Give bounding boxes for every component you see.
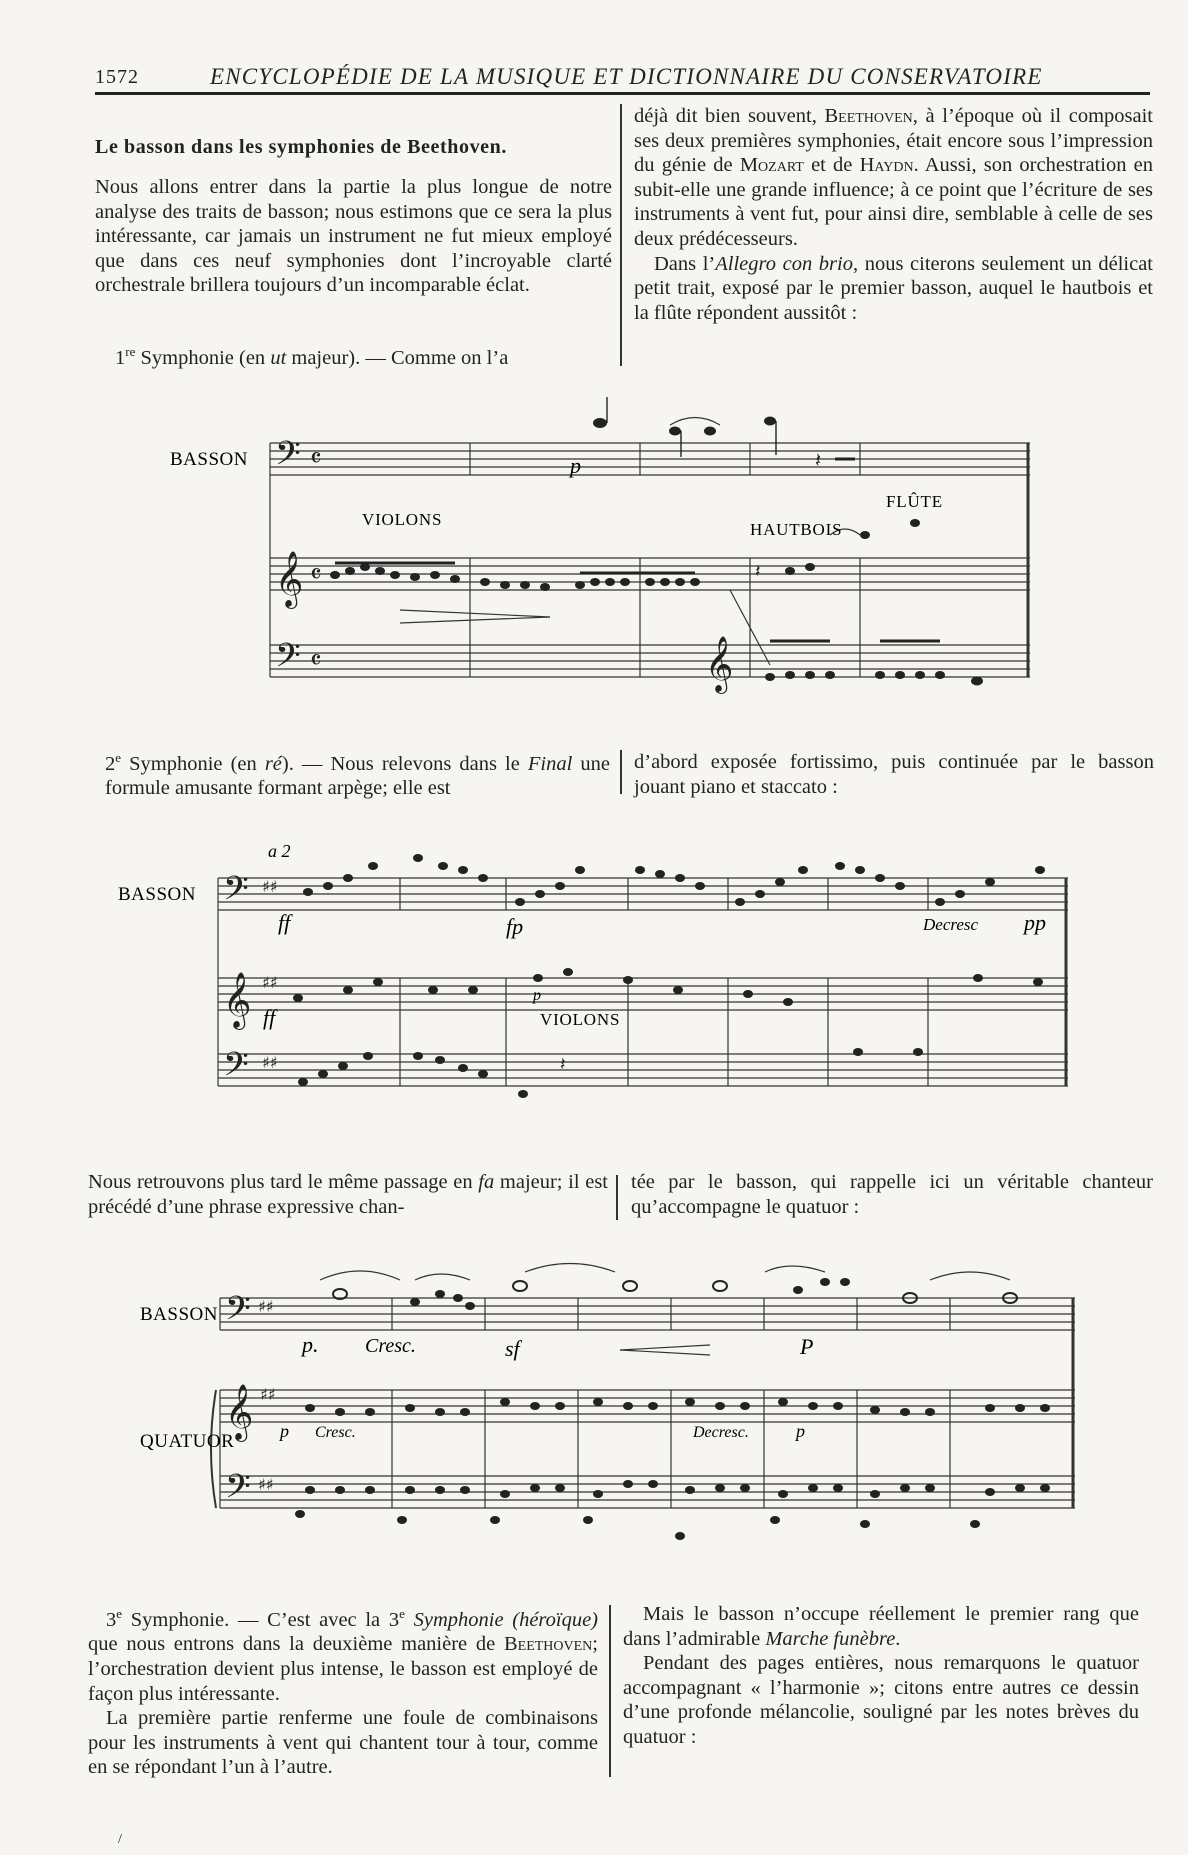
- s2c: ). — Nous relevons dans le: [281, 752, 528, 775]
- passage3-left-text: [88, 1170, 608, 1219]
- ex2-pp: pp: [1024, 910, 1046, 935]
- svg-text:𝄢: 𝄢: [223, 1046, 249, 1092]
- s3r2: .: [895, 1627, 901, 1650]
- sym1-key: ut: [270, 346, 287, 369]
- ex2-ff: ff: [278, 910, 291, 935]
- passage3-left: [88, 1170, 608, 1219]
- symphony1-lead: [115, 340, 612, 370]
- t4: . Aussi, son orchestration en subit-elle une grande influence; à ce point que l’écriture de ses instruments à vent fut, pour ainsi dire, semblable à celle de ses deux prédécesseurs.: [634, 154, 1153, 250]
- footer-mark: /: [118, 1832, 122, 1847]
- t5b: , nous citerons seulement un délicat petit trait, exposé par le premier basson, auquel le hautbois et la flûte répondent aussitôt :: [634, 252, 1153, 324]
- svg-text:♯♯: ♯♯: [258, 1475, 274, 1494]
- p3fa: fa: [478, 1171, 495, 1193]
- ex2-a2: a 2: [268, 841, 291, 861]
- svg-text:𝄞: 𝄞: [705, 636, 734, 692]
- sym1-text-b: majeur). — Comme on l’a: [286, 346, 509, 369]
- column-rule-3: [616, 1175, 618, 1220]
- s2a: 2: [105, 752, 116, 775]
- s2d: une formule amusante formant arpège; elle est: [105, 752, 610, 800]
- s3e: ; l’orchestration devient plus intense, le basson est employé de façon plus intéressante.: [88, 1633, 598, 1705]
- svg-text:𝄢: 𝄢: [223, 870, 249, 916]
- sym3-left-p1: [88, 1602, 598, 1706]
- ex2-fp: fp: [506, 914, 524, 939]
- example3-notation: [140, 1250, 1110, 1550]
- sym1-right-text-2: [634, 252, 1153, 326]
- ex3-sf: sf: [505, 1336, 520, 1361]
- symphony1-right-column: [634, 104, 1153, 325]
- svg-text:♯♯: ♯♯: [262, 877, 278, 896]
- svg-text:𝄢: 𝄢: [225, 1290, 251, 1336]
- ex3-dyn-P: P: [800, 1334, 814, 1359]
- svg-text:𝄽: 𝄽: [815, 448, 822, 472]
- s3d: que nous entrons dans la deuxième manière de: [88, 1633, 504, 1656]
- example1-notation: [170, 395, 1070, 715]
- s2b: Symphonie (en: [121, 752, 265, 775]
- t3: et de: [803, 154, 860, 177]
- svg-text:𝄢: 𝄢: [275, 435, 301, 481]
- s3b: Symphonie. — C’est avec la 3: [122, 1608, 400, 1631]
- sym3-left-p2: La première partie renferme une foule de combinaisons pour les instruments à vent qui chantent tour à tour, comme en se répondant l’un à l’autre.: [88, 1707, 598, 1779]
- s3a: 3: [106, 1608, 117, 1631]
- svg-text:𝄴: 𝄴: [310, 444, 322, 474]
- p3a: Nous retrouvons plus tard le même passage en: [88, 1171, 479, 1193]
- page-number: 1572: [95, 66, 139, 88]
- p3b: majeur; il est précédé d’une phrase expressive chan-: [88, 1171, 608, 1218]
- ex1-flute-label: FLÛTE: [886, 492, 943, 511]
- svg-text:𝄞: 𝄞: [275, 551, 304, 607]
- ex3-q-decresc: Decresc.: [693, 1424, 749, 1441]
- ex3-q-p: p: [280, 1421, 289, 1441]
- svg-text:𝄴: 𝄴: [310, 646, 322, 676]
- symphony3-right: [623, 1602, 1139, 1750]
- sym3-right-p2: Pendant des pages entières, nous remarquons le quatuor accompagnant « l’harmonie »; citons entre autres ce dessin d’une profonde mélancolie, souligné par les notes brèves du quatuor :: [623, 1652, 1139, 1748]
- s3sup2: e: [399, 1606, 405, 1621]
- svg-text:♯♯: ♯♯: [262, 973, 278, 992]
- svg-text:♯♯: ♯♯: [258, 1297, 274, 1316]
- passage3-right-text: tée par le basson, qui rappelle ici un véritable chanteur qu’accompagne le quatuor :: [631, 1171, 1153, 1218]
- ex3-quatuor-label: QUATUOR: [140, 1431, 235, 1452]
- section-heading: Le basson dans les symphonies de Beethoven.: [95, 136, 507, 158]
- svg-text:♯♯: ♯♯: [260, 1385, 276, 1404]
- sym1-right-text: [634, 104, 1153, 252]
- sym2-left-text: [105, 746, 610, 801]
- ex3-q-p2: p: [796, 1421, 805, 1441]
- symphony2-left: [105, 746, 610, 801]
- t1: déjà dit bien souvent,: [634, 105, 825, 127]
- passage3-right: [631, 1170, 1153, 1219]
- music-example-2: [118, 830, 1108, 1130]
- svg-text:♯♯: ♯♯: [262, 1053, 278, 1072]
- s2sup: e: [115, 750, 122, 765]
- s2final: Final: [527, 752, 573, 775]
- intro-text: Nous allons entrer dans la partie la plus longue de notre analyse des traits de basson; nous estimons que ce sera la plus intéressante, car jamais un instrument ne fut mieux employé que dans ces neuf symphonies dont l’incroyable clarté orchestrale brillera toujours d’un incomparable éclat.: [95, 176, 612, 297]
- svg-text:𝄞: 𝄞: [225, 1384, 254, 1440]
- s3sup: e: [116, 1606, 123, 1621]
- s3r1: Mais le basson n’occupe réellement le premier rang que dans l’admirable: [623, 1603, 1139, 1650]
- ex1-violons-label: VIOLONS: [362, 510, 443, 529]
- s2key: ré: [264, 752, 282, 775]
- column-rule-2: [620, 750, 622, 794]
- svg-text:𝄞: 𝄞: [223, 972, 252, 1028]
- column-rule-1: [620, 104, 622, 366]
- column-rule-4: [609, 1605, 611, 1777]
- sym1-number: 1: [115, 346, 126, 369]
- svg-text:𝄽: 𝄽: [755, 561, 761, 582]
- intro-paragraph: [95, 175, 612, 298]
- allegro-title: Allegro con brio: [715, 252, 853, 275]
- svg-text:𝄢: 𝄢: [275, 637, 301, 683]
- symphony3-left: [88, 1602, 598, 1780]
- mozart-name: Mozart: [739, 154, 804, 177]
- ex1-hautbois-label: HAUTBOIS: [750, 520, 843, 539]
- ex3-cresc: Cresc.: [365, 1335, 416, 1357]
- running-title: ENCYCLOPÉDIE DE LA MUSIQUE ET DICTIONNAIRE DU CONSERVATOIRE: [210, 64, 1043, 89]
- ex1-dyn-p: p: [570, 453, 581, 478]
- ex3-basson-label: BASSON: [140, 1304, 218, 1325]
- header-rule: [95, 92, 1150, 95]
- svg-text:𝄽: 𝄽: [560, 1054, 566, 1075]
- sym1-sup: re: [125, 344, 136, 359]
- ex3-dyn-p: p.: [302, 1332, 319, 1357]
- svg-text:𝄴: 𝄴: [310, 560, 322, 590]
- ex2-decresc: Decresc: [923, 915, 979, 934]
- ex2-basson-label: BASSON: [118, 884, 196, 905]
- example2-notation: [118, 830, 1108, 1130]
- symphony2-right: [634, 750, 1154, 799]
- ex2-ff-2: ff: [263, 1005, 276, 1030]
- haydn-name: Haydn: [859, 154, 914, 177]
- music-example-1: [170, 395, 1070, 715]
- t5a: Dans l’: [654, 252, 716, 275]
- ex2-violons-label: VIOLONS: [540, 1010, 621, 1029]
- beethoven-name: Beethoven: [824, 105, 913, 127]
- sym3-right-p1: [623, 1602, 1139, 1651]
- ex2-p-small: p: [533, 987, 541, 1004]
- page-header: [95, 60, 1155, 96]
- s3c: [405, 1609, 414, 1631]
- sym1-text-a: Symphonie (en: [135, 346, 271, 369]
- music-example-3: [140, 1250, 1110, 1550]
- s3marche: Marche funèbre: [765, 1627, 896, 1650]
- sym2-right-text: d’abord exposée fortissimo, puis continuée par le basson jouant piano et staccato :: [634, 751, 1154, 798]
- s3beethoven: Beethoven: [503, 1633, 593, 1656]
- s3heroique: Symphonie (héroïque): [413, 1608, 599, 1631]
- ex3-q-cresc: Cresc.: [315, 1424, 356, 1441]
- svg-text:𝄢: 𝄢: [225, 1468, 251, 1514]
- ex1-basson-label: BASSON: [170, 449, 248, 470]
- t2: , à l’époque où il composait ses deux premières symphonies, était encore sous l’impression du génie de: [634, 105, 1153, 177]
